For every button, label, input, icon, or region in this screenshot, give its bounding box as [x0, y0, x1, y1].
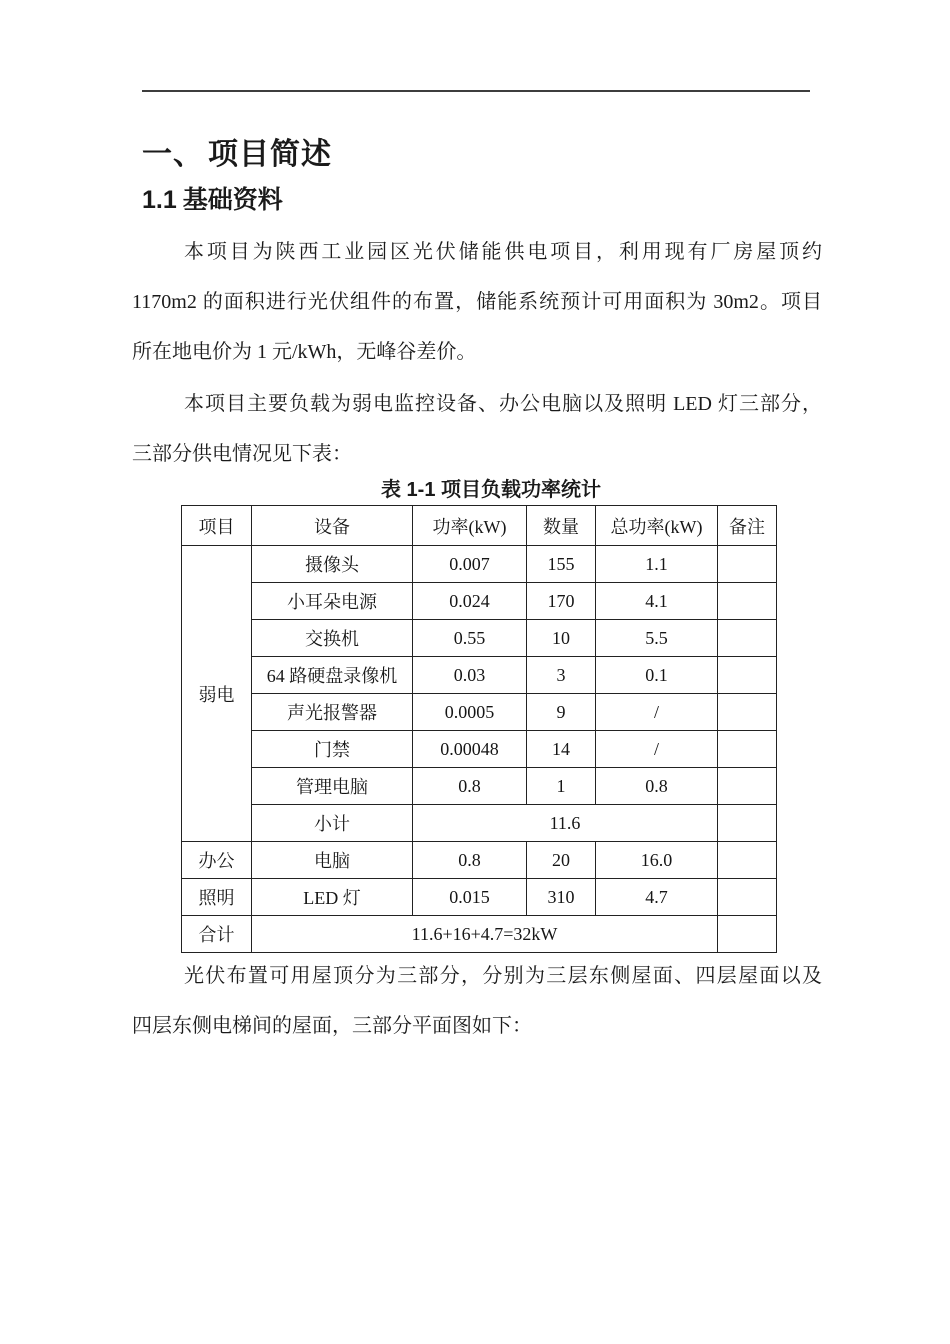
cell-power: 0.0005 [413, 694, 527, 731]
table-row [182, 657, 777, 694]
cell-device: 门禁 [252, 731, 413, 768]
cell-total: 4.7 [596, 879, 718, 916]
section-number: 一、 [142, 138, 204, 171]
cell-device: 管理电脑 [252, 768, 413, 805]
body-line: 所在地电价为 1 元/kWh，无峰谷差价。 [132, 341, 477, 363]
subsection-title: 基础资料 [182, 186, 283, 214]
cell-device: 64 路硬盘录像机 [252, 657, 413, 694]
cell-note [718, 842, 777, 879]
header-cell-item: 项目 [182, 506, 252, 546]
cell-total: 0.1 [596, 657, 718, 694]
cell-device: 电脑 [252, 842, 413, 879]
header-cell-power: 功率(kW) [413, 506, 527, 546]
cell-note [718, 620, 777, 657]
table-row [182, 694, 777, 731]
header-cell-qty: 数量 [527, 506, 596, 546]
cell-qty: 14 [527, 731, 596, 768]
cell-power: 0.03 [413, 657, 527, 694]
table-row [182, 546, 777, 583]
section-title: 项目简述 [208, 138, 332, 171]
paragraph-2 [132, 379, 822, 479]
header-rule [142, 90, 810, 92]
cell-note [718, 546, 777, 583]
cell-device: 摄像头 [252, 546, 413, 583]
cell-qty: 10 [527, 620, 596, 657]
table-row [182, 583, 777, 620]
cell-device: LED 灯 [252, 879, 413, 916]
cell-note [718, 694, 777, 731]
cell-qty: 310 [527, 879, 596, 916]
paragraph-3 [132, 951, 822, 1051]
cell-qty: 20 [527, 842, 596, 879]
cell-power: 0.55 [413, 620, 527, 657]
header-cell-device: 设备 [252, 506, 413, 546]
cell-note [718, 731, 777, 768]
subsection-heading [142, 185, 283, 216]
cell-total: 5.5 [596, 620, 718, 657]
body-line: 四层东侧电梯间的屋面，三部分平面图如下： [132, 1015, 532, 1037]
cell-qty: 170 [527, 583, 596, 620]
cell-qty: 1 [527, 768, 596, 805]
cell-power: 0.8 [413, 842, 527, 879]
cell-total-label: 合计 [182, 916, 252, 953]
load-power-table [181, 505, 777, 953]
section-heading [142, 136, 332, 174]
cell-power: 0.007 [413, 546, 527, 583]
table-row-office [182, 842, 777, 879]
body-line: 本项目为陕西工业园区光伏储能供电项目，利用现有厂房屋顶约 [184, 241, 822, 263]
cell-device: 声光报警器 [252, 694, 413, 731]
body-line: 光伏布置可用屋顶分为三部分，分别为三层东侧屋面、四层屋面以及 [184, 965, 822, 987]
table-row-lighting [182, 879, 777, 916]
group-label-lighting: 照明 [182, 879, 252, 916]
total-row [182, 916, 777, 953]
cell-total-value: 11.6+16+4.7=32kW [252, 916, 718, 953]
cell-power: 0.8 [413, 768, 527, 805]
cell-qty: 9 [527, 694, 596, 731]
cell-power: 0.00048 [413, 731, 527, 768]
body-line: 1170m2 的面积进行光伏组件的布置，储能系统预计可用面积为 30m2。项目 [132, 291, 822, 313]
cell-subtotal-label: 小计 [252, 805, 413, 842]
table-header-row [182, 506, 777, 546]
cell-note [718, 583, 777, 620]
subsection-number: 1.1 [142, 186, 177, 214]
table-caption: 表 1-1 项目负载功率统计 [380, 479, 602, 501]
cell-total: 4.1 [596, 583, 718, 620]
cell-subtotal-value: 11.6 [413, 805, 718, 842]
body-line: 三部分供电情况见下表： [132, 443, 352, 465]
cell-total: 16.0 [596, 842, 718, 879]
cell-note [718, 768, 777, 805]
cell-note [718, 805, 777, 842]
paragraph-1 [132, 227, 822, 377]
cell-total: 0.8 [596, 768, 718, 805]
cell-note [718, 879, 777, 916]
table-row [182, 768, 777, 805]
group-label-weak: 弱电 [182, 546, 252, 842]
cell-note [718, 916, 777, 953]
subtotal-row [182, 805, 777, 842]
cell-power: 0.015 [413, 879, 527, 916]
cell-total: / [596, 731, 718, 768]
cell-note [718, 657, 777, 694]
group-label-office: 办公 [182, 842, 252, 879]
cell-qty: 3 [527, 657, 596, 694]
cell-qty: 155 [527, 546, 596, 583]
cell-total: 1.1 [596, 546, 718, 583]
header-cell-note: 备注 [718, 506, 777, 546]
table-row [182, 620, 777, 657]
cell-device: 交换机 [252, 620, 413, 657]
header-cell-total-power: 总功率(kW) [596, 506, 718, 546]
table-row [182, 731, 777, 768]
cell-power: 0.024 [413, 583, 527, 620]
cell-device: 小耳朵电源 [252, 583, 413, 620]
body-line: 本项目主要负载为弱电监控设备、办公电脑以及照明 LED 灯三部分， [184, 393, 822, 415]
cell-total: / [596, 694, 718, 731]
